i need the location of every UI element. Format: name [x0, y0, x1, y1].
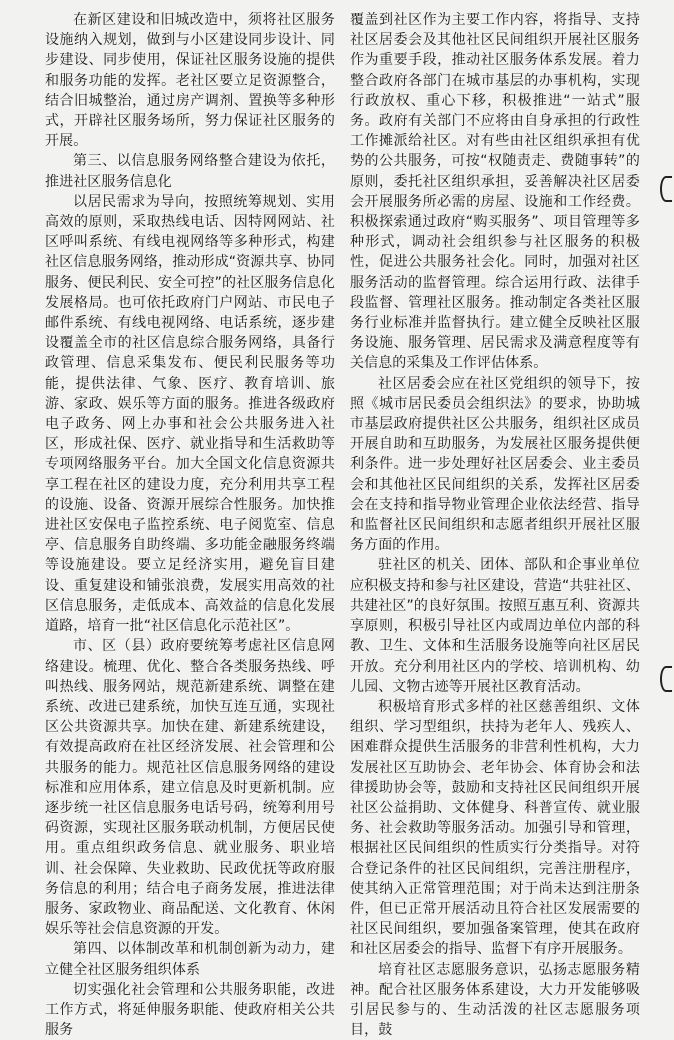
binding-hole-mark [660, 176, 672, 202]
paragraph: 在新区建设和旧城改造中，须将社区服务设施纳入规划，做到与小区建设同步设计、同步建设、同步使用，保证社区服务设施的提供和服务功能的发挥。老社区要立足资源整合，结合旧城整治，通过房产调剂、置换等多种形式，开辟社区服务场所，努力保证社区服务的开展。 [45, 12, 335, 150]
section-heading: 第三、以信息服务网络整合建设为依托，推进社区服务信息化 [45, 153, 335, 190]
paragraph: 以居民需求为导向，按照统筹规划、实用高效的原则，采取热线电话、因特网网站、社区呼叫系统、有线电视网络等多种形式，构建社区信息服务网络，推动形成“资源共享、协同服务、便民利民、安全可控”的社区服务信息化发展格局。也可依托政府门户网站、市民电子邮件系统、有线电视网络、电话系统，逐步建设覆盖全市的社区信息综合服务网络，具备行政管理、信息采集发布、便民利民服务等功能，提供法律、气象、医疗、教育培训、旅游、家政、娱乐等方面的服务。推进各级政府电子政务、网上办事和社会公共服务进入社区，形成社保、医疗、就业指导和生活救助等专项网络服务平台。加大全国文化信息资源共享工程在社区的建设力度，充分利用共享工程的设施、设备、资源开展综合性服务。加快推进社区安保电子监控系统、电子阅览室、信息亭、信息服务自助终端、多功能金融服务终端等设施建设。要立足经济实用，避免盲目建设、重复建设和铺张浪费，发展实用高效的社区信息服务，走低成本、高效益的信息化发展道路，培育一批“社区信息化示范社区”。 [45, 193, 335, 635]
right-text-column [350, 10, 640, 1040]
left-text-column [45, 10, 335, 1040]
paragraph: 市、区（县）政府要统筹考虑社区信息网络建设。梳理、优化、整合各类服务热线、呼叫热线、服务网站，规范新建系统、调整在建系统、改进已建系统，加快互连互通，实现社区公共资源共享。加快在建、新建系统建设，有效提高政府在社区经济发展、社会管理和公共服务的能力。规范社区信息服务网络的建设标准和应用体系，建立信息及时更新机制。应逐步统一社区信息服务电话号码，统筹利用号码资源，实现社区服务联动机制，方便居民使用。重点组织政务信息、就业服务、职业培训、社会保障、失业救助、民政优抚等政府服务信息的利用；结合电子商务发展，推进法律服务、家政物业、商品配送、文化教育、休闲娱乐等社会信息资源的开发。 [45, 638, 335, 938]
binding-hole-mark [660, 666, 672, 692]
paragraph: 社区居委会应在社区党组织的领导下，按照《城市居民委员会组织法》的要求，协助城市基层政府提供社区公共服务，组织社区成员开展自助和互助服务，为发展社区服务提供便利条件。进一步处理好社区居委会、业主委员会和其他社区民间组织的关系，发挥社区居委会在支持和指导物业管理企业依法经营、指导和监督社区民间组织和志愿者组织开展社区服务方面的作用。 [350, 375, 640, 554]
section-heading: 第四、以体制改革和机制创新为动力，建立健全社区服务组织体系 [45, 941, 335, 978]
paragraph: 积极培育形式多样的社区慈善组织、文体组织、学习型组织，扶持为老年人、残疾人、困难群众提供生活服务的非营利性机构，大力发展社区互助协会、老年协会、体育协会和法律援助协会等，鼓励和支持社区民间组织开展社区公益捐助、文体健身、科普宣传、就业服务、社会救助等服务活动。加强引导和管理，根据社区民间组织的性质实行分类指导。对符合登记条件的社区民间组织，完善注册程序，使其纳入正常管理范围；对于尚未达到注册条件，但已正常开展活动且符合社区发展需要的社区民间组织，要加强备案管理，使其在政府和社区居委会的指导、监督下有序开展服务。 [350, 698, 640, 958]
paragraph: 培育社区志愿服务意识，弘扬志愿服务精神。配合社区服务体系建设，大力开发能够吸引居民参与的、生动活泼的社区志愿服务项目，鼓 [350, 961, 640, 1039]
paragraph: 覆盖到社区作为主要工作内容，将指导、支持社区居委会及其他社区民间组织开展社区服务作为重要手段，推动社区服务体系发展。着力整合政府各部门在城市基层的办事机构，实现行政放权、重心下移，积极推进“一站式”服务。政府有关部门不应将由自身承担的行政性工作摊派给社区。对有些由社区组织承担有优势的公共服务，可按“权随责走、费随事转”的原则，委托社区组织承担，妥善解决社区居委会开展服务所必需的房屋、设施和工作经费。积极探索通过政府“购买服务”、项目管理等多种形式，调动社会组织参与社区服务的积极性，促进公共服务社会化。同时，加强对社区服务活动的监督管理。综合运用行政、法律手段监督、管理社区服务。推动制定各类社区服务行业标准并监督执行。建立健全反映社区服务设施、服务管理、居民需求及满意程度等有关信息的采集及工作评估体系。 [350, 12, 640, 372]
paragraph: 切实强化社会管理和公共服务职能，改进工作方式，将延伸服务职能、使政府相关公共服务 [45, 981, 335, 1039]
paragraph: 驻社区的机关、团体、部队和企事业单位应积极支持和参与社区建设，营造“共驻社区、共建社区”的良好氛围。按照互惠互利、资源共享原则，积极引导社区内或周边单位内部的科教、卫生、文体和生活服务设施等向社区居民开放。充分利用社区内的学校、培训机构、幼儿园、文物古迹等开展社区教育活动。 [350, 557, 640, 695]
